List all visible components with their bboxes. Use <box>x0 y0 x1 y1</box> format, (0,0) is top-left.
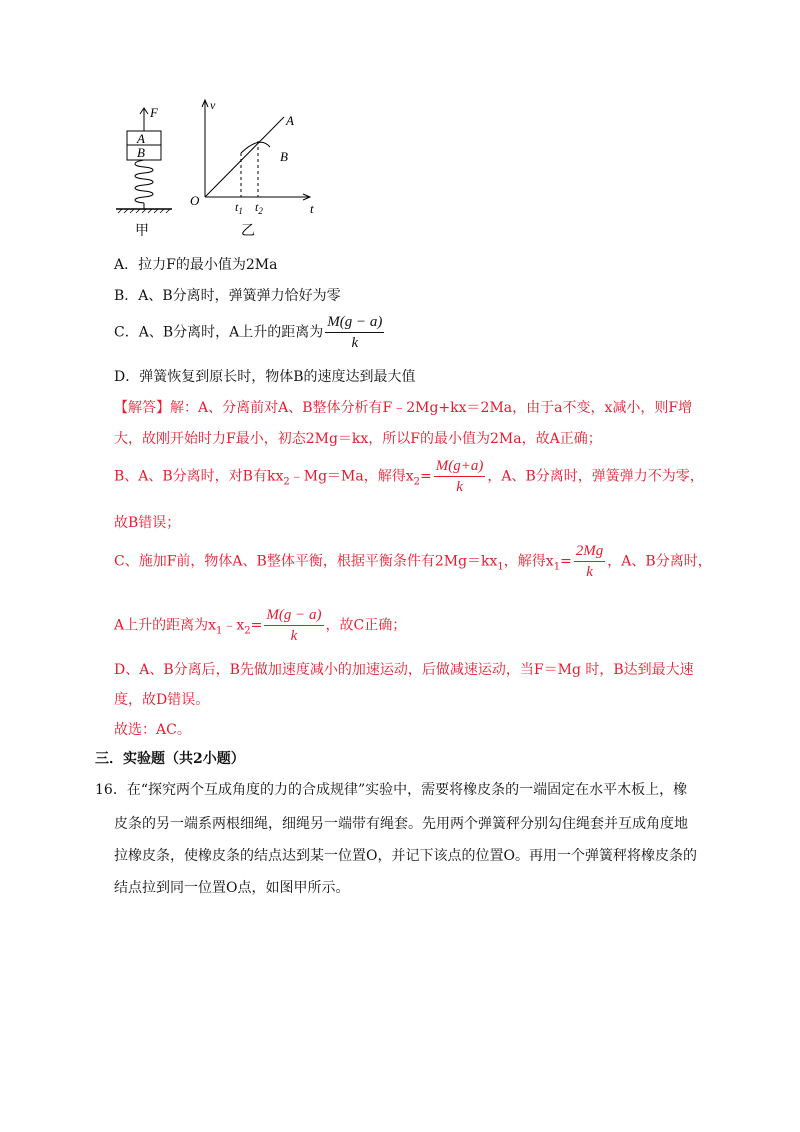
section-heading: 三．实验题（共2小题） <box>95 751 245 767</box>
answer-6b: ﹣x <box>222 617 245 634</box>
option-c-denominator: k <box>351 335 359 351</box>
answer-tag: 【解答】 <box>114 400 170 416</box>
answer-3-denominator: k <box>456 479 463 495</box>
question-number: 16． <box>95 782 127 798</box>
answer-5a: C、施加F前，物体A、B整体平衡，根据平衡条件有2Mg＝kx <box>114 553 498 570</box>
answer-6-numerator: M(g − a) <box>264 605 323 626</box>
question-16-line-3: 拉橡皮条，使橡皮条的结点达到某一位置O，并记下该点的位置O。再用一个弹簧秤将橡皮条的 <box>114 848 697 864</box>
answer-line-6 <box>114 605 406 651</box>
answer-6a: A上升的距离为x <box>114 617 217 634</box>
fig2-vt-graph <box>190 98 314 239</box>
fig1-spring-blocks <box>116 105 172 239</box>
answer-6-denominator: k <box>290 628 298 644</box>
answer-3-numerator: M(g+a) <box>434 456 486 477</box>
answer-5-sub: 1 <box>497 561 504 573</box>
answer-line-9: 故选：AC。 <box>114 722 191 738</box>
answer-6-fraction <box>264 605 323 646</box>
answer-text-1: 解：A、分离前对A、B整体分析有F﹣2Mg+kx＝2Ma，由于a不变，x减小，则F增 <box>170 400 693 416</box>
answer-3b: ﹣Mg＝Ma，解得x <box>289 468 414 485</box>
option-b: B．A、B分离时，弹簧弹力恰好为零 <box>114 288 341 304</box>
answer-5-denominator: k <box>586 564 593 580</box>
answer-3c: ，A、B分离时，弹簧弹力不为零， <box>487 468 704 485</box>
answer-line-8: 度，故D错误。 <box>114 692 210 708</box>
line-a-label: A <box>286 113 294 128</box>
answer-5-numerator: 2Mg <box>574 541 606 562</box>
question-16-text-1: 在“探究两个互成角度的力的合成规律”实验中，需要将橡皮条的一端固定在水平木板上，橡 <box>126 782 688 798</box>
line-a <box>205 117 284 197</box>
answer-3a: B、A、B分离时，对B有kx <box>114 468 284 485</box>
answer-line-3 <box>114 456 704 502</box>
physics-figure <box>110 95 350 245</box>
question-16-line-4: 结点拉到同一位置O点，如图甲所示。 <box>114 880 350 896</box>
answer-line-2: 大，故刚开始时力F最小，初态2Mg＝kx，所以F的最小值为2Ma，故A正确； <box>114 431 602 447</box>
answer-line-4: 故B错误； <box>114 515 181 531</box>
question-16-line-1 <box>95 780 687 800</box>
curve-b-label: B <box>280 149 288 164</box>
option-a: A．拉力F的最小值为2Ma <box>114 257 278 273</box>
axis-t-label: t <box>310 201 314 216</box>
answer-6-eq: = <box>250 617 263 634</box>
force-label: F <box>150 105 158 120</box>
block-b-label: B <box>137 145 145 160</box>
option-d: D．弹簧恢复到原长时，物体B的速度达到最大值 <box>114 369 416 385</box>
answer-5-sub2: 1 <box>553 561 561 573</box>
curve-b <box>241 142 270 153</box>
spring-and-vt-graph <box>110 95 350 245</box>
t2-label: $t_2$ <box>255 200 263 216</box>
answer-3-fraction <box>434 456 486 497</box>
answer-5b: ，解得x <box>503 553 554 570</box>
axis-v-label: v <box>210 98 216 112</box>
block-a-label: A <box>137 131 145 146</box>
answer-6c: ，故C正确； <box>325 617 407 634</box>
option-c <box>114 312 386 353</box>
answer-line-5 <box>114 541 712 587</box>
option-c-text: C．A、B分离时，A上升的距离为 <box>114 324 324 341</box>
answer-6-sub: 1 <box>216 625 223 637</box>
answer-line-1 <box>114 398 692 418</box>
answer-5-fraction <box>574 541 606 582</box>
answer-5-eq: = <box>560 553 572 570</box>
question-16-line-2: 皮条的另一端系两根细绳，细绳另一端带有绳套。先用两个弹簧秤分别勾住绳套并互成角度地 <box>114 816 688 832</box>
fig2-caption: 乙 <box>241 223 255 239</box>
answer-3-sub2: 2 <box>413 476 420 488</box>
answer-3-eq: = <box>419 468 432 485</box>
answer-5c: ，A、B分离时， <box>607 553 712 570</box>
t1-label: $t_1$ <box>235 200 243 216</box>
option-c-fraction <box>325 312 384 353</box>
origin-label: O <box>190 193 200 208</box>
option-c-numerator: M(g − a) <box>325 312 384 333</box>
answer-3-sub: 2 <box>283 476 290 488</box>
answer-6-sub2: 2 <box>244 625 251 637</box>
fig1-caption: 甲 <box>135 223 149 239</box>
answer-line-7: D、A、B分离后，B先做加速度减小的加速运动，后做减速运动，当F＝Mg 时，B达到最大速 <box>114 662 694 678</box>
